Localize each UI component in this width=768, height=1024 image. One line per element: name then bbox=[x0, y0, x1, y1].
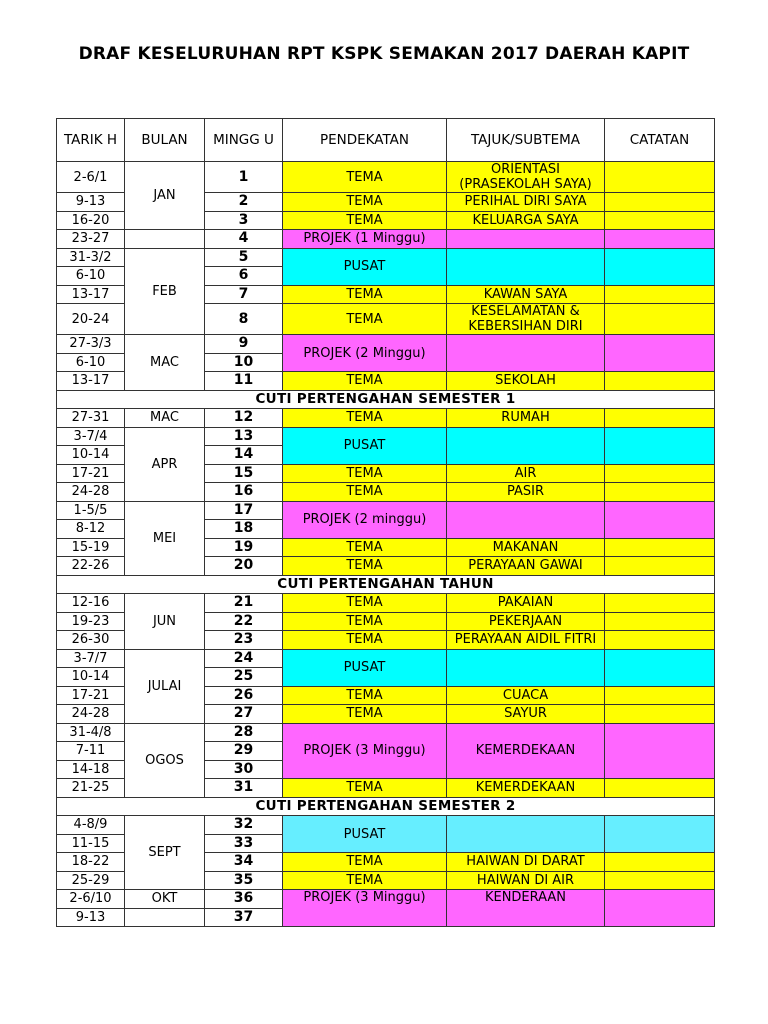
break-label: CUTI PERTENGAHAN TAHUN bbox=[57, 575, 715, 594]
table-row bbox=[57, 230, 715, 249]
date-cell: 3-7/4 bbox=[57, 427, 125, 446]
table-row bbox=[57, 409, 715, 428]
break-row bbox=[57, 797, 715, 816]
rpt-table bbox=[56, 118, 715, 927]
topic-cell: KAWAN SAYA bbox=[447, 285, 605, 304]
notes-cell bbox=[605, 871, 715, 890]
week-cell: 11 bbox=[205, 372, 283, 391]
break-row bbox=[57, 390, 715, 409]
approach-cell: TEMA bbox=[283, 557, 447, 576]
notes-cell bbox=[605, 285, 715, 304]
week-cell: 1 bbox=[205, 162, 283, 193]
date-cell: 3-7/7 bbox=[57, 649, 125, 668]
date-cell: 27-3/3 bbox=[57, 335, 125, 354]
approach-cell: TEMA bbox=[283, 372, 447, 391]
topic-cell: ORIENTASI (PRASEKOLAH SAYA) bbox=[447, 162, 605, 193]
week-cell: 25 bbox=[205, 668, 283, 687]
date-cell: 1-5/5 bbox=[57, 501, 125, 520]
date-cell: 25-29 bbox=[57, 871, 125, 890]
notes-cell bbox=[605, 649, 715, 686]
week-cell: 22 bbox=[205, 612, 283, 631]
approach-cell: TEMA bbox=[283, 686, 447, 705]
week-cell: 28 bbox=[205, 723, 283, 742]
approach-cell: PUSAT bbox=[283, 248, 447, 285]
week-cell: 15 bbox=[205, 464, 283, 483]
week-cell: 3 bbox=[205, 211, 283, 230]
week-cell: 23 bbox=[205, 631, 283, 650]
approach-cell: TEMA bbox=[283, 483, 447, 502]
week-cell: 6 bbox=[205, 267, 283, 286]
date-cell: 14-18 bbox=[57, 760, 125, 779]
week-cell: 13 bbox=[205, 427, 283, 446]
week-cell: 5 bbox=[205, 248, 283, 267]
break-label: CUTI PERTENGAHAN SEMESTER 2 bbox=[57, 797, 715, 816]
date-cell: 17-21 bbox=[57, 686, 125, 705]
break-label: CUTI PERTENGAHAN SEMESTER 1 bbox=[57, 390, 715, 409]
date-cell: 12-16 bbox=[57, 594, 125, 613]
date-cell: 13-17 bbox=[57, 372, 125, 391]
approach-cell: TEMA bbox=[283, 631, 447, 650]
header-bulan: BULAN bbox=[125, 119, 205, 162]
topic-cell bbox=[447, 501, 605, 538]
approach-cell: PUSAT bbox=[283, 427, 447, 464]
date-cell: 13-17 bbox=[57, 285, 125, 304]
date-cell: 2-6/1 bbox=[57, 162, 125, 193]
week-cell: 26 bbox=[205, 686, 283, 705]
topic-cell: SEKOLAH bbox=[447, 372, 605, 391]
week-cell: 24 bbox=[205, 649, 283, 668]
topic-cell bbox=[447, 427, 605, 464]
approach-cell: PUSAT bbox=[283, 816, 447, 853]
notes-cell bbox=[605, 464, 715, 483]
notes-cell bbox=[605, 853, 715, 872]
table-row bbox=[57, 594, 715, 613]
month-cell: JULAI bbox=[125, 649, 205, 723]
topic-cell bbox=[447, 649, 605, 686]
date-cell: 7-11 bbox=[57, 742, 125, 761]
month-cell: JUN bbox=[125, 594, 205, 650]
notes-cell bbox=[605, 409, 715, 428]
notes-cell bbox=[605, 304, 715, 335]
notes-cell bbox=[605, 890, 715, 927]
approach-cell: TEMA bbox=[283, 409, 447, 428]
topic-cell: PERAYAAN GAWAI bbox=[447, 557, 605, 576]
table-row bbox=[57, 248, 715, 267]
date-cell: 20-24 bbox=[57, 304, 125, 335]
notes-cell bbox=[605, 501, 715, 538]
week-cell: 34 bbox=[205, 853, 283, 872]
approach-cell: TEMA bbox=[283, 304, 447, 335]
week-cell: 30 bbox=[205, 760, 283, 779]
date-cell: 24-28 bbox=[57, 483, 125, 502]
notes-cell bbox=[605, 483, 715, 502]
week-cell: 35 bbox=[205, 871, 283, 890]
topic-cell bbox=[447, 335, 605, 372]
date-cell: 2-6/10 bbox=[57, 890, 125, 909]
page-title: DRAF KESELURUHAN RPT KSPK SEMAKAN 2017 DAERAH KAPIT bbox=[78, 44, 690, 64]
approach-cell: TEMA bbox=[283, 211, 447, 230]
topic-cell: RUMAH bbox=[447, 409, 605, 428]
date-cell: 9-13 bbox=[57, 908, 125, 927]
topic-cell: PERIHAL DIRI SAYA bbox=[447, 193, 605, 212]
week-cell: 21 bbox=[205, 594, 283, 613]
topic-cell: PAKAIAN bbox=[447, 594, 605, 613]
approach-cell: TEMA bbox=[283, 612, 447, 631]
date-cell: 19-23 bbox=[57, 612, 125, 631]
month-cell: MAC bbox=[125, 409, 205, 428]
week-cell: 31 bbox=[205, 779, 283, 798]
month-cell: MAC bbox=[125, 335, 205, 391]
header-tarikh: TARIK H bbox=[57, 119, 125, 162]
notes-cell bbox=[605, 372, 715, 391]
date-cell: 4-8/9 bbox=[57, 816, 125, 835]
notes-cell bbox=[605, 162, 715, 193]
approach-cell: PROJEK (1 Minggu) bbox=[283, 230, 447, 249]
week-cell: 36 bbox=[205, 890, 283, 909]
date-cell: 27-31 bbox=[57, 409, 125, 428]
topic-cell: SAYUR bbox=[447, 705, 605, 724]
notes-cell bbox=[605, 557, 715, 576]
topic-cell: PERAYAAN AIDIL FITRI bbox=[447, 631, 605, 650]
approach-cell: PROJEK (2 minggu) bbox=[283, 501, 447, 538]
header-minggu: MINGG U bbox=[205, 119, 283, 162]
week-cell: 2 bbox=[205, 193, 283, 212]
approach-cell: PUSAT bbox=[283, 649, 447, 686]
month-cell: SEPT bbox=[125, 816, 205, 890]
header-catatan: CATATAN bbox=[605, 119, 715, 162]
approach-cell: TEMA bbox=[283, 464, 447, 483]
topic-cell bbox=[447, 248, 605, 285]
month-cell: JAN bbox=[125, 162, 205, 230]
notes-cell bbox=[605, 594, 715, 613]
date-cell: 10-14 bbox=[57, 668, 125, 687]
notes-cell bbox=[605, 631, 715, 650]
table-row bbox=[57, 335, 715, 354]
header-row bbox=[57, 119, 715, 162]
date-cell: 16-20 bbox=[57, 211, 125, 230]
header-pendekatan: PENDEKATAN bbox=[283, 119, 447, 162]
table-row bbox=[57, 649, 715, 668]
month-cell: OKT bbox=[125, 890, 205, 909]
topic-cell: HAIWAN DI DARAT bbox=[447, 853, 605, 872]
week-cell: 4 bbox=[205, 230, 283, 249]
approach-cell: TEMA bbox=[283, 705, 447, 724]
month-cell bbox=[125, 230, 205, 249]
week-cell: 19 bbox=[205, 538, 283, 557]
month-cell bbox=[125, 908, 205, 927]
month-cell: FEB bbox=[125, 248, 205, 335]
week-cell: 12 bbox=[205, 409, 283, 428]
date-cell: 9-13 bbox=[57, 193, 125, 212]
notes-cell bbox=[605, 427, 715, 464]
date-cell: 31-4/8 bbox=[57, 723, 125, 742]
notes-cell bbox=[605, 335, 715, 372]
table-row bbox=[57, 162, 715, 193]
approach-cell: TEMA bbox=[283, 285, 447, 304]
week-cell: 14 bbox=[205, 446, 283, 465]
week-cell: 27 bbox=[205, 705, 283, 724]
notes-cell bbox=[605, 705, 715, 724]
approach-cell: TEMA bbox=[283, 162, 447, 193]
week-cell: 7 bbox=[205, 285, 283, 304]
notes-cell bbox=[605, 779, 715, 798]
approach-cell: PROJEK (3 Minggu) bbox=[283, 723, 447, 779]
date-cell: 24-28 bbox=[57, 705, 125, 724]
notes-cell bbox=[605, 686, 715, 705]
date-cell: 23-27 bbox=[57, 230, 125, 249]
notes-cell bbox=[605, 723, 715, 779]
topic-cell: KESELAMATAN & KEBERSIHAN DIRI bbox=[447, 304, 605, 335]
notes-cell bbox=[605, 193, 715, 212]
topic-cell: PEKERJAAN bbox=[447, 612, 605, 631]
date-cell: 21-25 bbox=[57, 779, 125, 798]
month-cell: APR bbox=[125, 427, 205, 501]
month-cell: OGOS bbox=[125, 723, 205, 797]
topic-cell: KENDERAAN bbox=[447, 890, 605, 927]
week-cell: 33 bbox=[205, 834, 283, 853]
week-cell: 29 bbox=[205, 742, 283, 761]
date-cell: 18-22 bbox=[57, 853, 125, 872]
topic-cell bbox=[447, 230, 605, 249]
topic-cell: MAKANAN bbox=[447, 538, 605, 557]
week-cell: 9 bbox=[205, 335, 283, 354]
topic-cell: KEMERDEKAAN bbox=[447, 723, 605, 779]
date-cell: 15-19 bbox=[57, 538, 125, 557]
notes-cell bbox=[605, 816, 715, 853]
notes-cell bbox=[605, 612, 715, 631]
table-row bbox=[57, 890, 715, 909]
table-row bbox=[57, 501, 715, 520]
week-cell: 20 bbox=[205, 557, 283, 576]
break-row bbox=[57, 575, 715, 594]
table-row bbox=[57, 723, 715, 742]
notes-cell bbox=[605, 211, 715, 230]
date-cell: 10-14 bbox=[57, 446, 125, 465]
week-cell: 17 bbox=[205, 501, 283, 520]
approach-cell: TEMA bbox=[283, 538, 447, 557]
topic-cell: CUACA bbox=[447, 686, 605, 705]
approach-cell: PROJEK (3 Minggu) bbox=[283, 890, 447, 927]
approach-cell: TEMA bbox=[283, 193, 447, 212]
notes-cell bbox=[605, 248, 715, 285]
date-cell: 26-30 bbox=[57, 631, 125, 650]
header-tajuk: TAJUK/SUBTEMA bbox=[447, 119, 605, 162]
month-cell: MEI bbox=[125, 501, 205, 575]
topic-cell: PASIR bbox=[447, 483, 605, 502]
topic-cell: HAIWAN DI AIR bbox=[447, 871, 605, 890]
topic-cell bbox=[447, 816, 605, 853]
table-row bbox=[57, 427, 715, 446]
notes-cell bbox=[605, 230, 715, 249]
week-cell: 32 bbox=[205, 816, 283, 835]
date-cell: 11-15 bbox=[57, 834, 125, 853]
table-row bbox=[57, 816, 715, 835]
topic-cell: KEMERDEKAAN bbox=[447, 779, 605, 798]
week-cell: 16 bbox=[205, 483, 283, 502]
approach-cell: TEMA bbox=[283, 853, 447, 872]
date-cell: 6-10 bbox=[57, 353, 125, 372]
approach-cell: TEMA bbox=[283, 779, 447, 798]
approach-cell: TEMA bbox=[283, 594, 447, 613]
week-cell: 10 bbox=[205, 353, 283, 372]
date-cell: 8-12 bbox=[57, 520, 125, 539]
week-cell: 37 bbox=[205, 908, 283, 927]
week-cell: 8 bbox=[205, 304, 283, 335]
date-cell: 31-3/2 bbox=[57, 248, 125, 267]
topic-cell: AIR bbox=[447, 464, 605, 483]
notes-cell bbox=[605, 538, 715, 557]
approach-cell: TEMA bbox=[283, 871, 447, 890]
date-cell: 17-21 bbox=[57, 464, 125, 483]
approach-cell: PROJEK (2 Minggu) bbox=[283, 335, 447, 372]
date-cell: 6-10 bbox=[57, 267, 125, 286]
date-cell: 22-26 bbox=[57, 557, 125, 576]
week-cell: 18 bbox=[205, 520, 283, 539]
topic-cell: KELUARGA SAYA bbox=[447, 211, 605, 230]
